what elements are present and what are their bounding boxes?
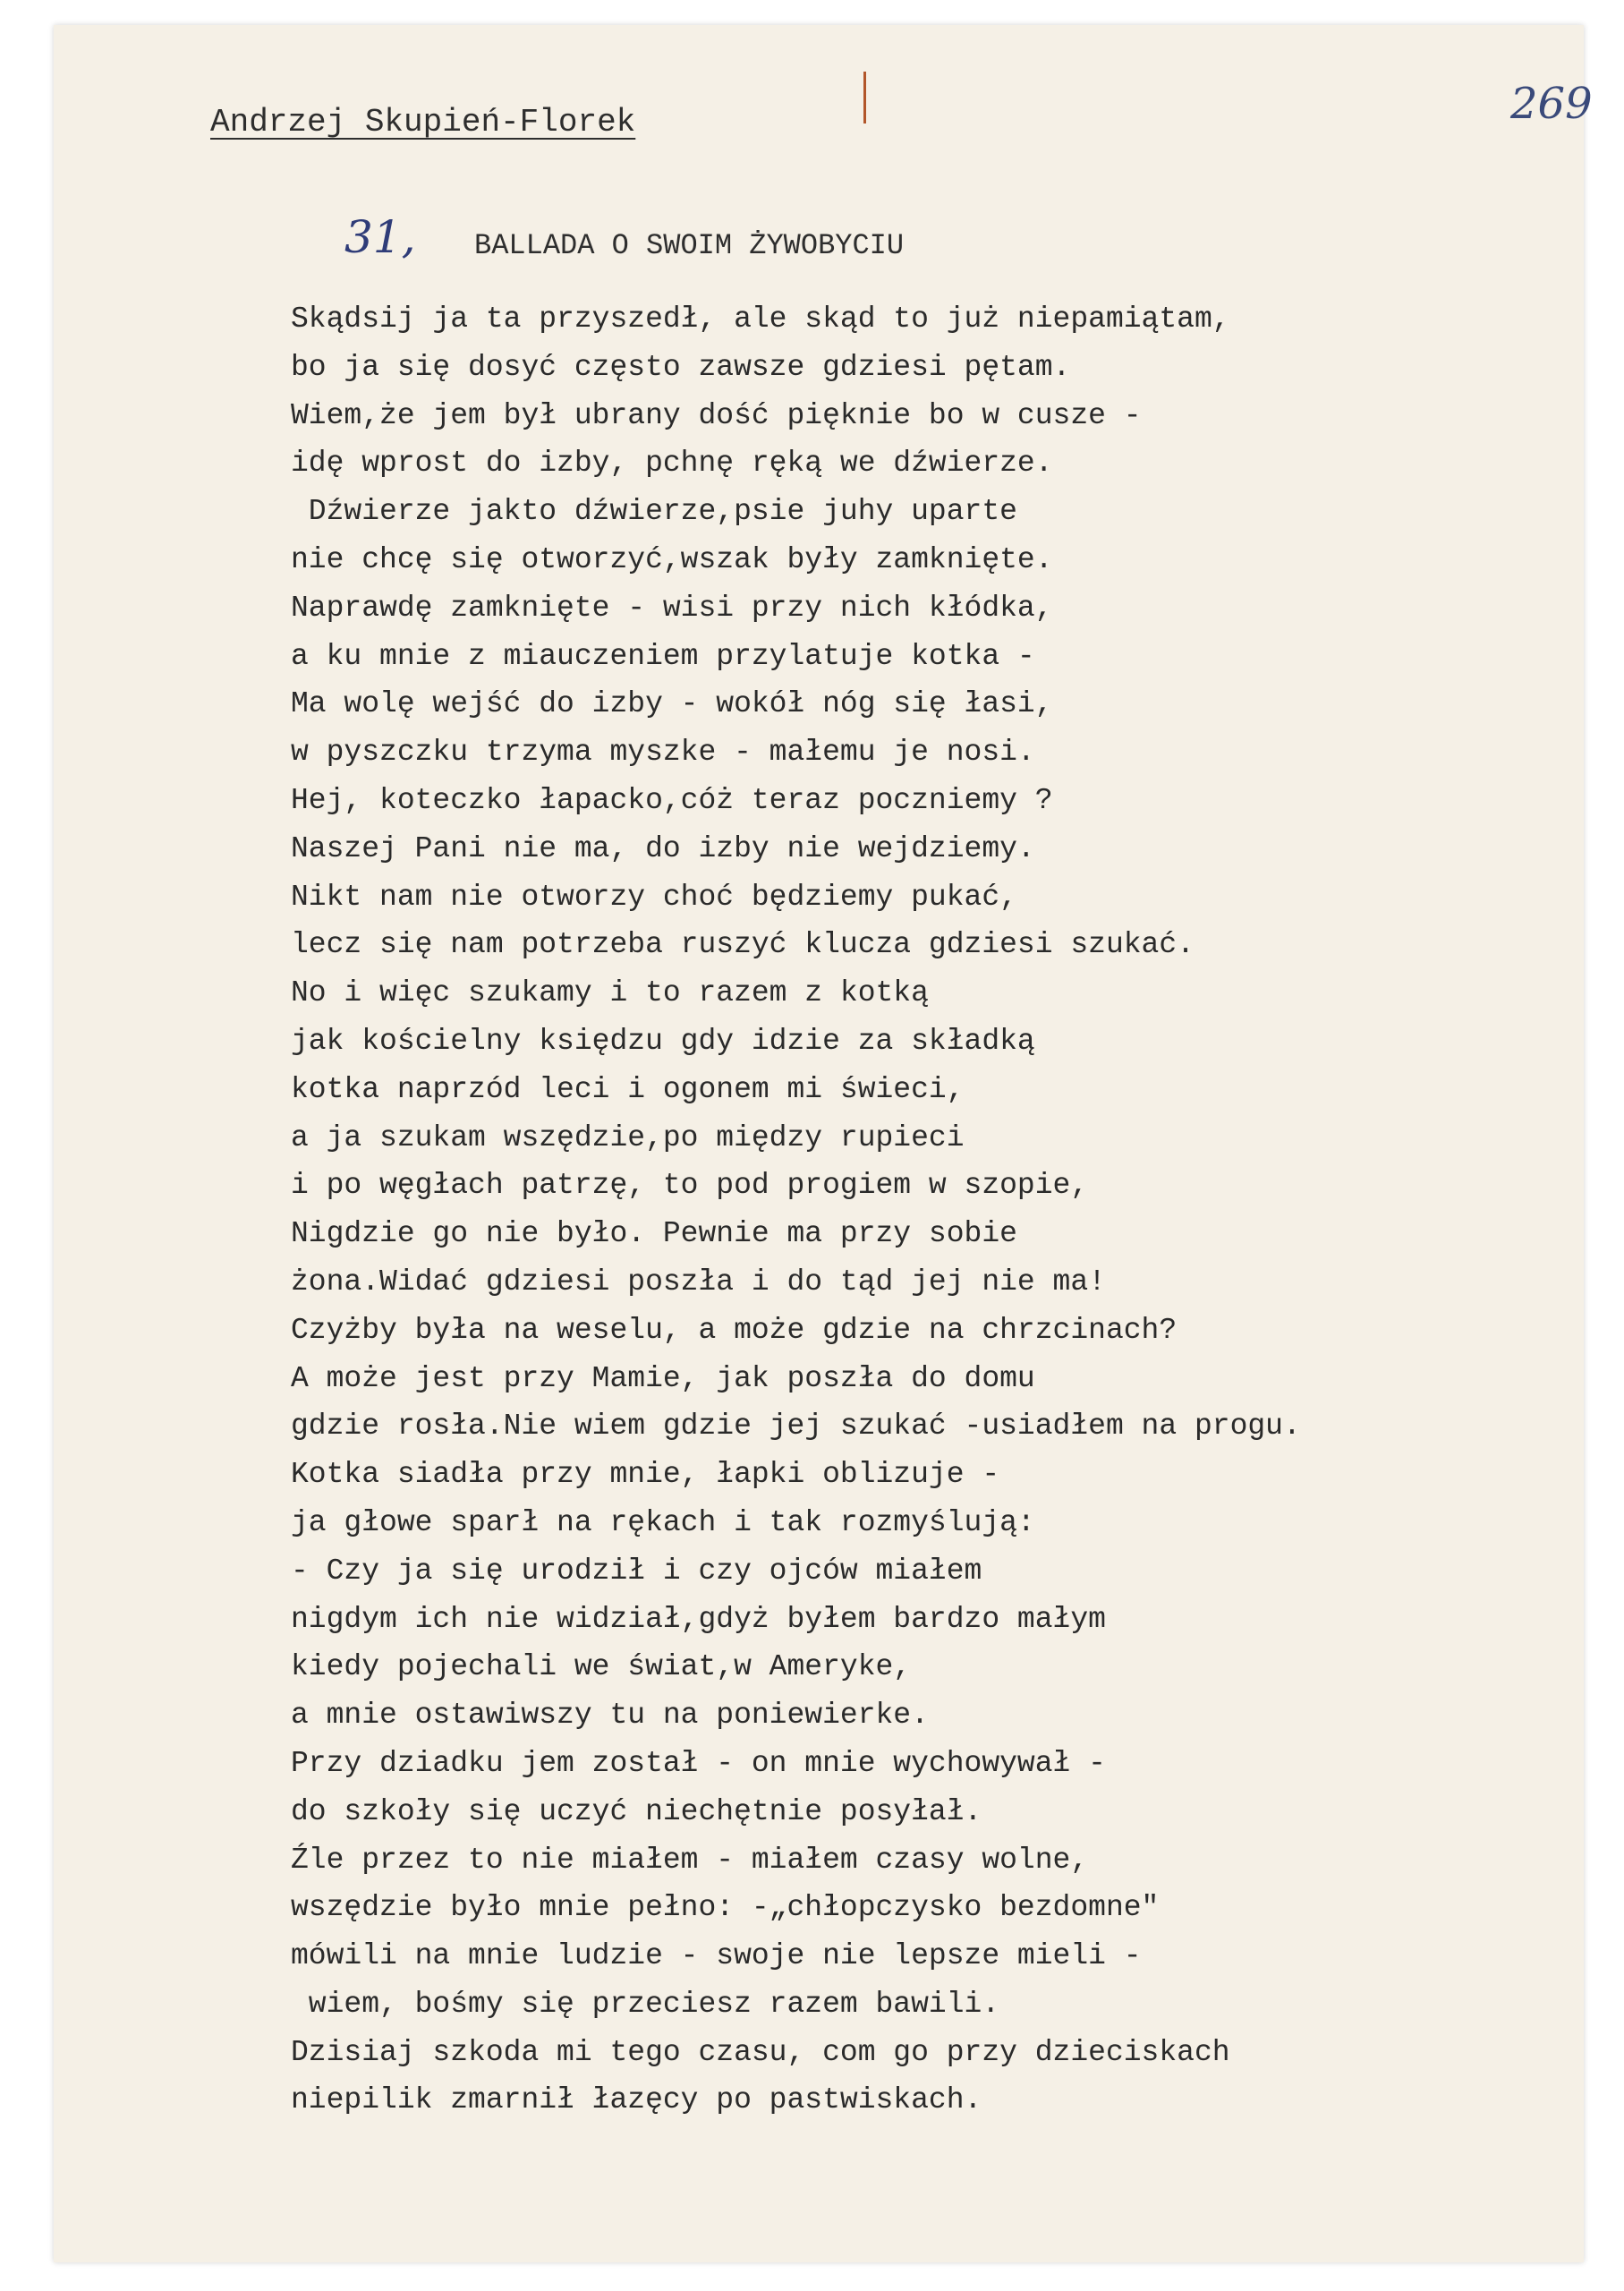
poem-line: Czyżby była na weselu, a może gdzie na chrzcinach? <box>291 1313 1178 1347</box>
poem-line: Wiem,że jem był ubrany dość pięknie bo w cusze - <box>291 398 1142 432</box>
poem-line: i po węgłach patrzę, to pod progiem w szopie, <box>291 1169 1089 1203</box>
poem-line: Nigdzie go nie było. Pewnie ma przy sobie <box>291 1217 1017 1251</box>
poem-line: do szkoły się uczyć niechętnie posyłał. <box>291 1794 982 1828</box>
poem-line: Przy dziadku jem został - on mnie wychowywał - <box>291 1746 1106 1780</box>
poem-line: lecz się nam potrzeba ruszyć klucza gdziesi szukać. <box>291 928 1195 962</box>
poem-line: a mnie ostawiwszy tu na poniewierke. <box>291 1699 929 1733</box>
poem-line: niepilik zmarnił łazęcy po pastwiskach. <box>291 2083 982 2117</box>
poem-line: kiedy pojechali we świat,w Ameryke, <box>291 1650 912 1684</box>
poem-line: Nikt nam nie otworzy choć będziemy pukać, <box>291 880 1017 914</box>
poem-line: Źle przez to nie miałem - miałem czasy wolne, <box>291 1843 1089 1877</box>
poem-line: Naszej Pani nie ma, do izby nie wejdziemy. <box>291 831 1035 865</box>
poem-line: Hej, koteczko łapacko,cóż teraz poczniemy ? <box>291 783 1053 817</box>
poem-line: mówili na mnie ludzie - swoje nie lepsze mieli - <box>291 1939 1142 1973</box>
poem-line: Kotka siadła przy mnie, łapki oblizuje - <box>291 1458 1000 1492</box>
handwritten-page-number: 269 <box>1510 79 1593 129</box>
poem-line: Dźwierze jakto dźwierze,psie juhy uparte <box>291 495 1017 529</box>
author-name: Andrzej Skupień-Florek <box>210 104 636 141</box>
poem-line: idę wprost do izby, pchnę ręką we dźwierze. <box>291 447 1053 481</box>
poem-line: nie chcę się otworzyć,wszak były zamknięte. <box>291 542 1053 576</box>
handwritten-poem-number: 31, <box>344 211 416 263</box>
center-fold-mark <box>863 72 866 123</box>
poem-line: w pyszczku trzyma myszke - małemu je nosi. <box>291 736 1035 770</box>
poem-line: wszędzie było mnie pełno: -„chłopczysko bezdomne" <box>291 1891 1160 1925</box>
poem-line: A może jest przy Mamie, jak poszła do domu <box>291 1361 1035 1395</box>
poem-line: No i więc szukamy i to razem z kotką <box>291 976 929 1010</box>
poem-line: Naprawdę zamknięte - wisi przy nich kłódka, <box>291 591 1053 625</box>
poem-line: Skądsij ja ta przyszedł, ale skąd to już niepamiątam, <box>291 302 1230 336</box>
poem-line: wiem, bośmy się przeciesz razem bawili. <box>291 1987 1000 2021</box>
poem-line: Ma wolę wejść do izby - wokół nóg się łasi, <box>291 687 1053 721</box>
poem-body <box>291 295 1301 2125</box>
poem-line: gdzie rosła.Nie wiem gdzie jej szukać -usiadłem na progu. <box>291 1410 1301 1444</box>
poem-line: bo ja się dosyć często zawsze gdziesi pętam. <box>291 350 1071 384</box>
poem-line: a ku mnie z miauczeniem przylatuje kotka - <box>291 639 1035 673</box>
poem-line: kotka naprzód leci i ogonem mi świeci, <box>291 1072 965 1106</box>
poem-title: BALLADA O SWOIM ŻYWOBYCIU <box>474 229 905 262</box>
poem-line: nigdym ich nie widział,gdyż byłem bardzo małym <box>291 1602 1106 1636</box>
poem-line: żona.Widać gdziesi poszła i do tąd jej nie ma! <box>291 1265 1106 1299</box>
poem-line: Dzisiaj szkoda mi tego czasu, com go przy dzieciskach <box>291 2035 1230 2069</box>
document-page <box>54 25 1593 2262</box>
poem-line: a ja szukam wszędzie,po między rupieci <box>291 1120 965 1154</box>
poem-line: jak kościelny księdzu gdy idzie za składką <box>291 1024 1035 1058</box>
poem-line: ja głowe sparł na rękach i tak rozmyślują: <box>291 1505 1035 1539</box>
poem-line: - Czy ja się urodził i czy ojców miałem <box>291 1554 982 1588</box>
